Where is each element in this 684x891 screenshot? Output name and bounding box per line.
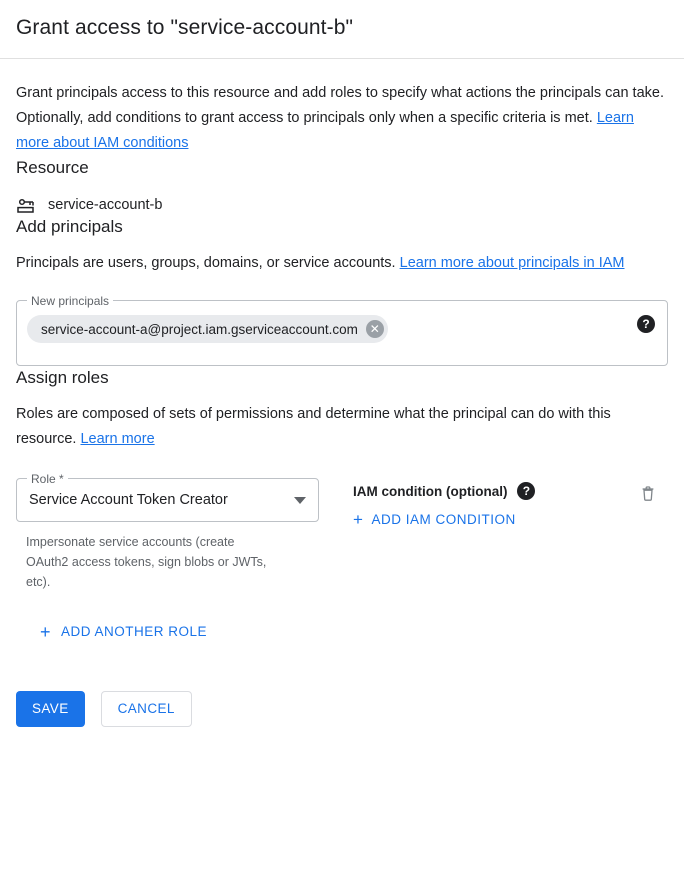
add-another-role-label: ADD ANOTHER ROLE bbox=[61, 624, 208, 639]
resource-row bbox=[16, 195, 668, 215]
close-icon[interactable]: ✕ bbox=[366, 320, 384, 338]
iam-condition-title: IAM condition (optional) bbox=[353, 483, 508, 499]
dialog-header bbox=[0, 0, 684, 59]
iam-condition-title-row bbox=[353, 482, 628, 500]
help-icon[interactable]: ? bbox=[517, 482, 535, 500]
learn-more-principals-link[interactable]: Learn more about principals in IAM bbox=[399, 255, 625, 271]
new-principals-field[interactable] bbox=[16, 294, 668, 366]
add-principals-description-body: Principals are users, groups, domains, or service accounts. bbox=[16, 255, 400, 271]
help-icon[interactable]: ? bbox=[637, 315, 655, 333]
role-select-value: Service Account Token Creator bbox=[29, 492, 228, 508]
principal-chip-label: service-account-a@project.iam.gserviceaccount.com bbox=[41, 321, 358, 337]
assign-roles-description bbox=[16, 402, 668, 452]
cancel-button[interactable]: CANCEL bbox=[101, 691, 192, 727]
add-iam-condition-button[interactable] bbox=[353, 509, 516, 529]
role-select[interactable] bbox=[16, 472, 319, 522]
assign-roles-heading: Assign roles bbox=[16, 368, 109, 387]
add-another-role-button[interactable] bbox=[40, 621, 208, 642]
dialog-body bbox=[0, 81, 684, 727]
principal-chip[interactable] bbox=[27, 315, 388, 343]
learn-more-roles-link[interactable]: Learn more bbox=[80, 431, 155, 447]
resource-name: service-account-b bbox=[48, 197, 163, 213]
add-principals-description bbox=[16, 251, 668, 276]
intro-text bbox=[16, 81, 668, 156]
plus-icon: + bbox=[40, 621, 52, 642]
role-column bbox=[16, 472, 319, 592]
trash-icon[interactable] bbox=[639, 484, 657, 507]
plus-icon: + bbox=[353, 509, 364, 529]
role-select-label: Role * bbox=[27, 471, 68, 487]
add-iam-condition-label: ADD IAM CONDITION bbox=[371, 512, 516, 527]
save-button[interactable]: SAVE bbox=[16, 691, 85, 727]
role-description: Impersonate service accounts (create OAuth2 access tokens, sign blobs or JWTs, etc). bbox=[26, 535, 267, 589]
delete-role-column bbox=[628, 478, 668, 507]
dialog-actions bbox=[16, 691, 668, 727]
add-principals-heading: Add principals bbox=[16, 217, 123, 236]
new-principals-label: New principals bbox=[27, 293, 113, 309]
assign-roles-description-body: Roles are composed of sets of permissions and determine what the principal can do with this resource. bbox=[16, 406, 611, 447]
iam-condition-column bbox=[353, 478, 628, 530]
chevron-down-icon[interactable] bbox=[294, 497, 306, 504]
service-account-icon bbox=[16, 195, 36, 215]
page-title: Grant access to "service-account-b" bbox=[16, 16, 354, 39]
intro-text-body: Grant principals access to this resource and add roles to specify what actions the principals can take. Optionally, add conditions to grant access to principals only when a specific criteria is met. bbox=[16, 85, 664, 126]
resource-heading: Resource bbox=[16, 158, 89, 177]
role-row bbox=[16, 472, 668, 592]
learn-more-iam-conditions-link[interactable]: Learn more about IAM conditions bbox=[16, 110, 634, 151]
